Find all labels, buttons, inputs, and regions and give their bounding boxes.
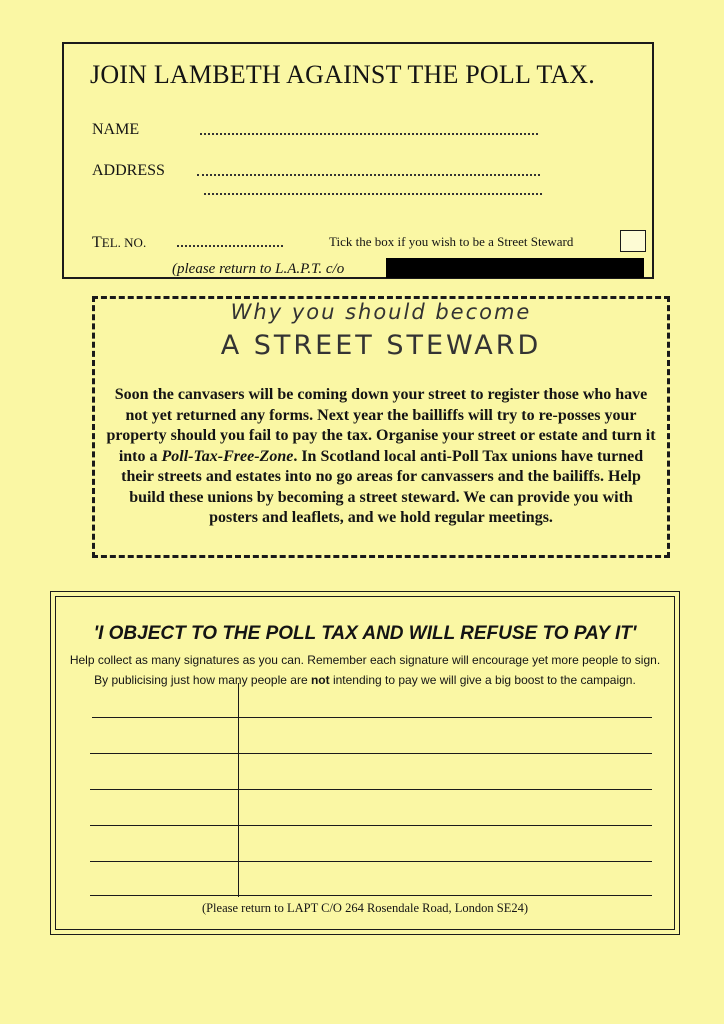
address-label: ADDRESS	[92, 162, 165, 179]
petition-instructions-line-1: Help collect as many signatures as you can. Remember each signature will encourage yet more people to sign.	[69, 653, 661, 667]
tel-field[interactable]	[177, 245, 283, 247]
steward-body-part-1: Soon the canvasers will be coming down your street to register those who have not yet returned any forms. Next year the bailliffs will try to re-posses your property should you fail to pay the tax. Organise your street or estate and turn it into a	[106, 386, 656, 465]
petition-box	[50, 591, 680, 935]
poll-tax-free-zone-text: Poll-Tax-Free-Zone	[161, 447, 294, 465]
petition-line-2-part-2: intending to pay we will give a big boost to the campaign.	[329, 673, 636, 687]
return-note: (please return to L.A.P.T. c/o	[172, 261, 345, 277]
signature-row-6[interactable]	[90, 895, 652, 896]
join-form-title: JOIN LAMBETH AGAINST THE POLL TAX.	[90, 60, 595, 89]
tel-label-rest: EL. NO.	[101, 235, 147, 250]
petition-return-note: (Please return to LAPT C/O 264 Rosendale Road, London SE24)	[201, 901, 529, 915]
join-form-box	[62, 42, 654, 279]
petition-instructions-line-2	[56, 673, 674, 687]
street-steward-tick-label: Tick the box if you wish to be a Street Steward	[329, 234, 574, 249]
signature-row-3[interactable]	[90, 789, 652, 790]
petition-line-2-bold: not	[310, 673, 330, 687]
petition-inner-border	[55, 596, 675, 930]
tel-label	[92, 234, 146, 252]
signature-row-2[interactable]	[90, 753, 652, 754]
petition-title: 'I OBJECT TO THE POLL TAX AND WILL REFUSE TO PAY IT'	[93, 623, 637, 644]
name-field[interactable]	[200, 133, 538, 135]
signature-row-1[interactable]	[92, 717, 652, 718]
street-steward-checkbox[interactable]	[620, 230, 646, 252]
address-field-line-2[interactable]	[204, 193, 542, 195]
petition-line-2-part-1: By publicising just how many people are	[94, 673, 311, 687]
signature-row-5[interactable]	[90, 861, 652, 862]
redacted-address	[386, 258, 644, 278]
signature-column-divider	[238, 683, 239, 897]
steward-subtitle: Why you should become	[230, 300, 532, 324]
address-field-line-1[interactable]	[197, 174, 540, 176]
name-label: NAME	[92, 121, 140, 138]
signature-row-4[interactable]	[90, 825, 652, 826]
street-steward-box	[92, 296, 670, 558]
steward-body-part-2: . In Scotland local anti-Poll Tax unions have turned their streets and estates into no go areas for canvassers and the bailiffs. Help build these unions by becoming a street steward. We can provide you with posters and leaflets, and we hold regular meetings.	[121, 447, 644, 526]
steward-body-text	[103, 385, 659, 529]
steward-title: A STREET STEWARD	[220, 330, 542, 361]
tel-label-initial: T	[92, 234, 102, 251]
